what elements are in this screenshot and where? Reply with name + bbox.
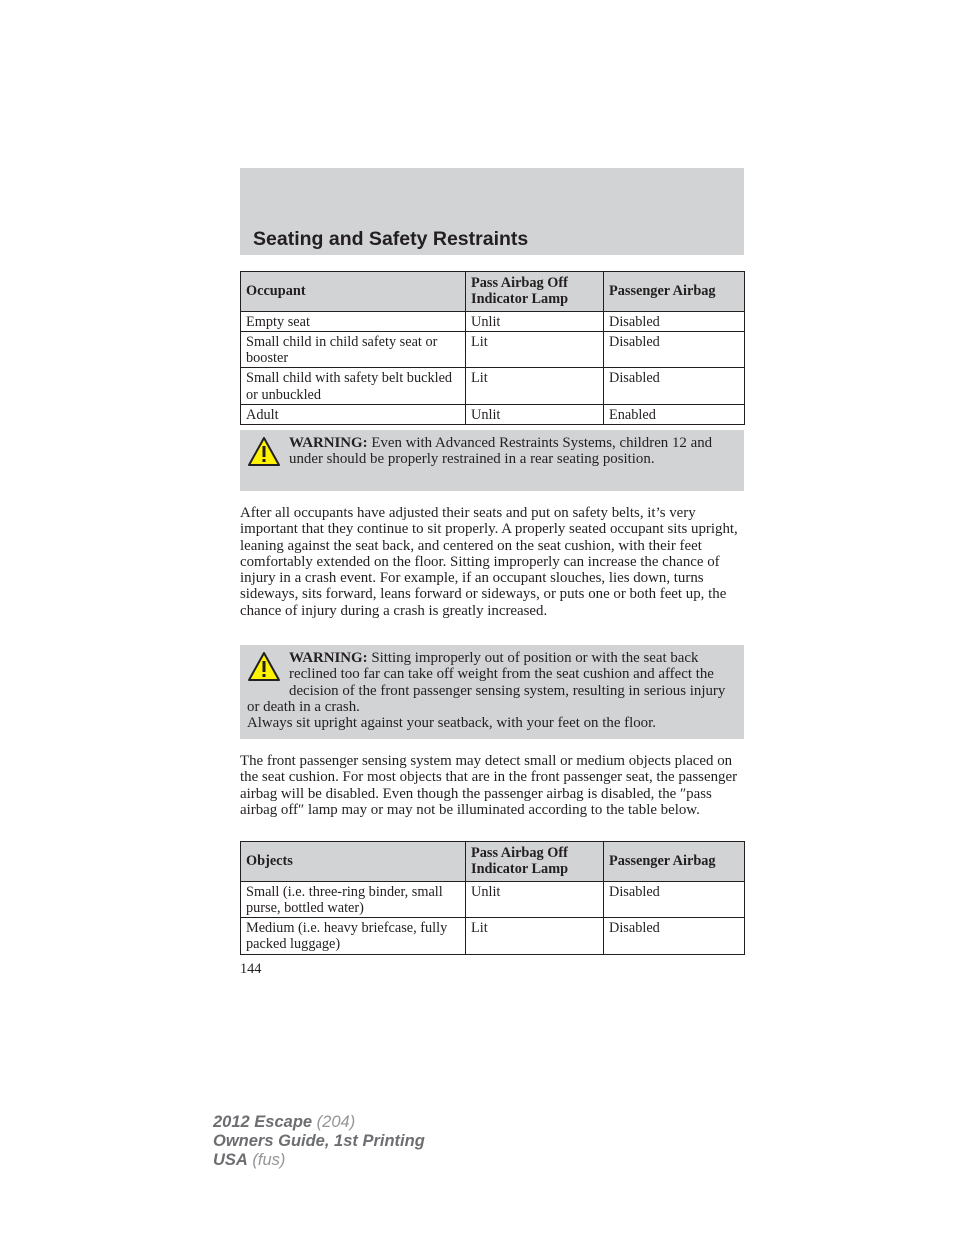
document-footer	[213, 1113, 425, 1170]
section-header	[240, 168, 744, 255]
table-cell: Small child with safety belt buckled or unbuckled	[241, 368, 466, 405]
warning-label: WARNING:	[289, 435, 368, 451]
warning-body: Sitting improperly out of position or with the seat back reclined too far can take off weight from the seat cushion and affect the decision of the front passenger sensing system, resulting in serious injury or death in a crash.	[247, 650, 726, 715]
table-cell: Lit	[466, 331, 604, 368]
table-cell: Medium (i.e. heavy briefcase, fully packed luggage)	[241, 918, 466, 955]
table-header: Occupant	[241, 272, 466, 312]
table-cell: Enabled	[604, 405, 745, 425]
table-cell: Unlit	[466, 405, 604, 425]
table-row	[241, 311, 745, 331]
footer-code: (204)	[312, 1113, 356, 1131]
footer-market-code: (fus)	[247, 1151, 286, 1169]
table-cell: Adult	[241, 405, 466, 425]
footer-market: USA	[213, 1151, 248, 1169]
footer-model: 2012 Escape	[213, 1113, 313, 1131]
table-row	[241, 881, 745, 918]
table-header-row	[241, 842, 745, 882]
table-cell: Small (i.e. three-ring binder, small purse, bottled water)	[241, 881, 466, 918]
warning-text	[247, 435, 736, 468]
table-cell: Disabled	[604, 918, 745, 955]
warning-body: Even with Advanced Restraints Systems, children 12 and under should be properly restrained in a rear seating position.	[289, 435, 713, 468]
table-row	[241, 918, 745, 955]
warning-box	[240, 430, 744, 491]
warning-text	[247, 650, 736, 715]
occupant-table	[240, 271, 745, 425]
section-title: Seating and Safety Restraints	[253, 228, 529, 250]
table-cell: Disabled	[604, 311, 745, 331]
body-paragraph: After all occupants have adjusted their seats and put on safety belts, it’s very important that they continue to sit properly. A properly seated occupant sits upright, leaning against the seat back, and centered on the seat cushion, with their feet comfortably extended on the floor. Sitting improperly can increase the chance of injury in a crash event. For example, if an occupant slouches, lies down, turns sideways, sits forward, leans forward or sideways, or puts one or both feet up, the chance of injury during a crash is greatly increased.	[240, 505, 738, 619]
table-row	[241, 405, 745, 425]
table-row	[241, 331, 745, 368]
table-header: Passenger Airbag	[604, 272, 745, 312]
warning-triangle-icon	[247, 436, 281, 468]
table-cell: Disabled	[604, 368, 745, 405]
page-number: 144	[240, 961, 262, 977]
table-cell: Empty seat	[241, 311, 466, 331]
table-header: Pass Airbag Off Indicator Lamp	[466, 842, 604, 882]
table-cell: Lit	[466, 368, 604, 405]
table-cell: Small child in child safety seat or booster	[241, 331, 466, 368]
body-paragraph: The front passenger sensing system may detect small or medium objects placed on the seat cushion. For most objects that are in the front passenger seat, the passenger airbag will be disabled. Even though the passenger airbag is disabled, the ″pass airbag off″ lamp may or may not be illuminated according to the table below.	[240, 753, 738, 818]
table-cell: Disabled	[604, 331, 745, 368]
table-header: Pass Airbag Off Indicator Lamp	[466, 272, 604, 312]
footer-line	[213, 1132, 425, 1151]
warning-instruction: Always sit upright against your seatback, with your feet on the floor.	[247, 715, 656, 732]
footer-guide: Owners Guide, 1st Printing	[213, 1132, 425, 1150]
footer-line	[213, 1151, 425, 1170]
warning-label: WARNING:	[289, 650, 368, 666]
table-cell: Disabled	[604, 881, 745, 918]
table-cell: Unlit	[466, 311, 604, 331]
table-header: Passenger Airbag	[604, 842, 745, 882]
table-cell: Unlit	[466, 881, 604, 918]
warning-triangle-icon	[247, 651, 281, 683]
table-header: Objects	[241, 842, 466, 882]
table-header-row	[241, 272, 745, 312]
footer-line	[213, 1113, 425, 1132]
table-row	[241, 368, 745, 405]
warning-box	[240, 645, 744, 739]
table-cell: Lit	[466, 918, 604, 955]
objects-table	[240, 841, 745, 955]
